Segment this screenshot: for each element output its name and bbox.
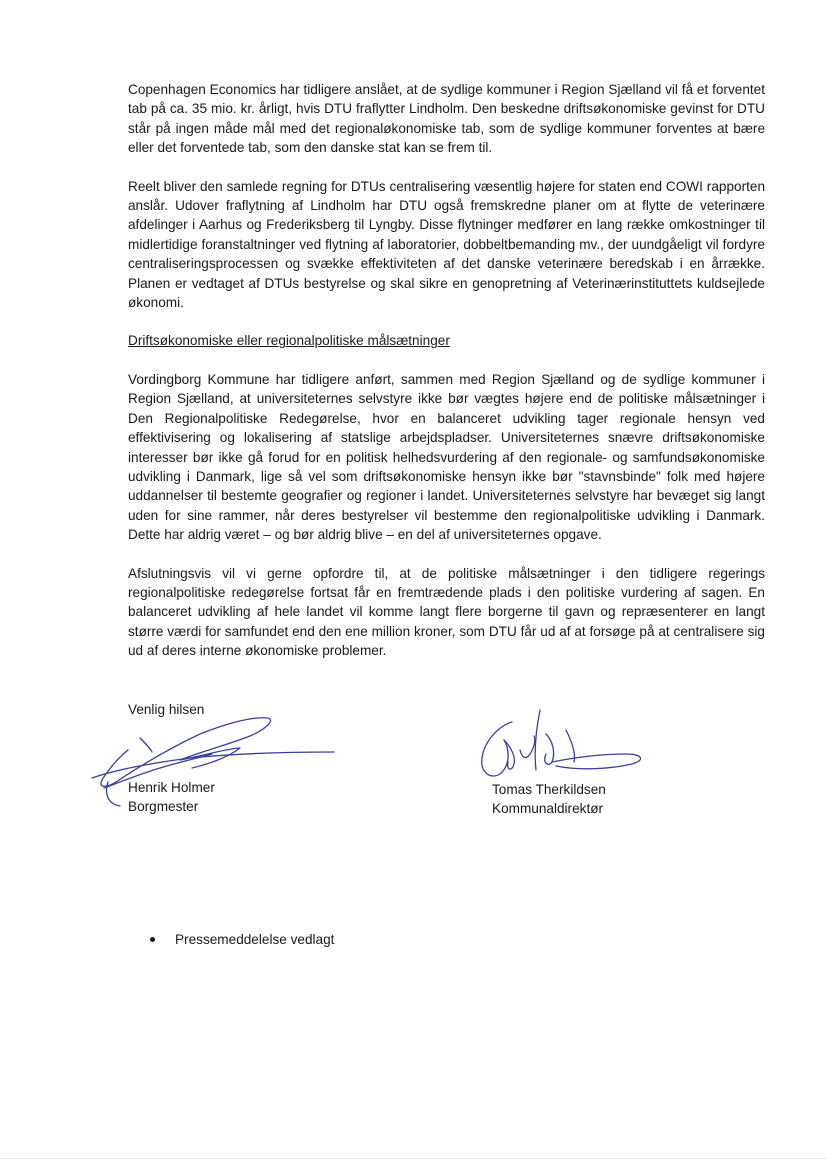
signature-right [476, 700, 656, 790]
closing-greeting: Venlig hilsen [128, 702, 205, 717]
paragraph-conclusion: Afslutningsvis vil vi gerne opfordre til, at de politiske målsætninger i den tidligere regerings regionalpolitiske redegørelse fortsat får en fremtrædende plads i den politiske vurdering af sagen. En balanceret udvikling af hele landet vil komme langt flere borgerne til gavn og repræsenterer en langt større værdi for samfundet end den ene million kroner, som DTU får ud af at forsøge på at centralisere sig ud af deres interne økonomiske problemer. [128, 565, 765, 659]
signatory-right-title: Kommunaldirektør [492, 801, 604, 817]
section-heading: Driftsøkonomiske eller regionalpolitiske målsætninger [128, 333, 450, 349]
attachment-list-item [150, 930, 334, 949]
letter-body [128, 80, 765, 680]
bullet-icon [150, 937, 155, 942]
page-bottom-divider [0, 1158, 827, 1159]
signatory-left-name: Henrik Holmer [128, 780, 215, 795]
signatory-left-title: Borgmester [128, 799, 199, 815]
paragraph-vordingborg: Vordingborg Kommune har tidligere anført, sammen med Region Sjælland og de sydlige kommuner i Region Sjælland, at universiteternes selvstyre ikke bør vægtes højere end de politiske målsætninger i Den Regionalpolitiske Redegørelse, hvor en balanceret udvikling tager regionale hensyn ved effektivisering og lokalisering af statslige arbejdspladser. Universiteternes snævre driftsøkonomiske interesser bør ikke gå forud for en politisk helhedsvurdering af den regionale- og samfundsøkonomiske udvikling i Danmark, lige så vel som driftsøkonomiske hensyn ikke bør "stavnsbinde" folk med højere uddannelser til bestemte geografier og regioner i landet. Universiteternes selvstyre har bevæget sig langt uden for sine rammer, når deres bestyrelser vil bestemme den regionalpolitiske udvikling i Danmark. Dette har aldrig været – og bør aldrig blive – en del af universiteternes opgave. [128, 371, 765, 543]
signatory-right [492, 780, 606, 819]
signatory-left [128, 778, 215, 817]
attachment-text: Pressemeddelelse vedlagt [175, 932, 335, 947]
paragraph-copenhagen-economics: Copenhagen Economics har tidligere anslået, at de sydlige kommuner i Region Sjælland vil få et forventet tab på ca. 35 mio. kr. årligt, hvis DTU fraflytter Lindholm. Den beskedne driftsøkonomiske gevinst for DTU står på ingen måde mål med det regionaløkonomiske tab, som de sydlige kommuner forventes at bære eller det forventede tab, som den danske stat kan se frem til. [128, 82, 765, 156]
paragraph-centralisation-cost: Reelt bliver den samlede regning for DTUs centralisering væsentlig højere for staten end COWI rapporten anslår. Udover fraflytning af Lindholm har DTU også fremskredne planer om at flytte de veterinære afdelinger i Aarhus og Frederiksberg til Lyngby. Disse flytninger medfører en lang række omkostninger til midlertidige foranstaltninger ved flytning af laboratorier, dobbeltbemanding mv., der uundgåeligt vil fordyre centraliseringsprocessen og svække effektiviteten af det danske veterinære beredskab i en årrække. Planen er vedtaget af DTUs bestyrelse og skal sikre en genopretning af Veterinærinstituttets kuldsejlede økonomi. [128, 178, 765, 311]
signatory-right-name: Tomas Therkildsen [492, 782, 606, 797]
